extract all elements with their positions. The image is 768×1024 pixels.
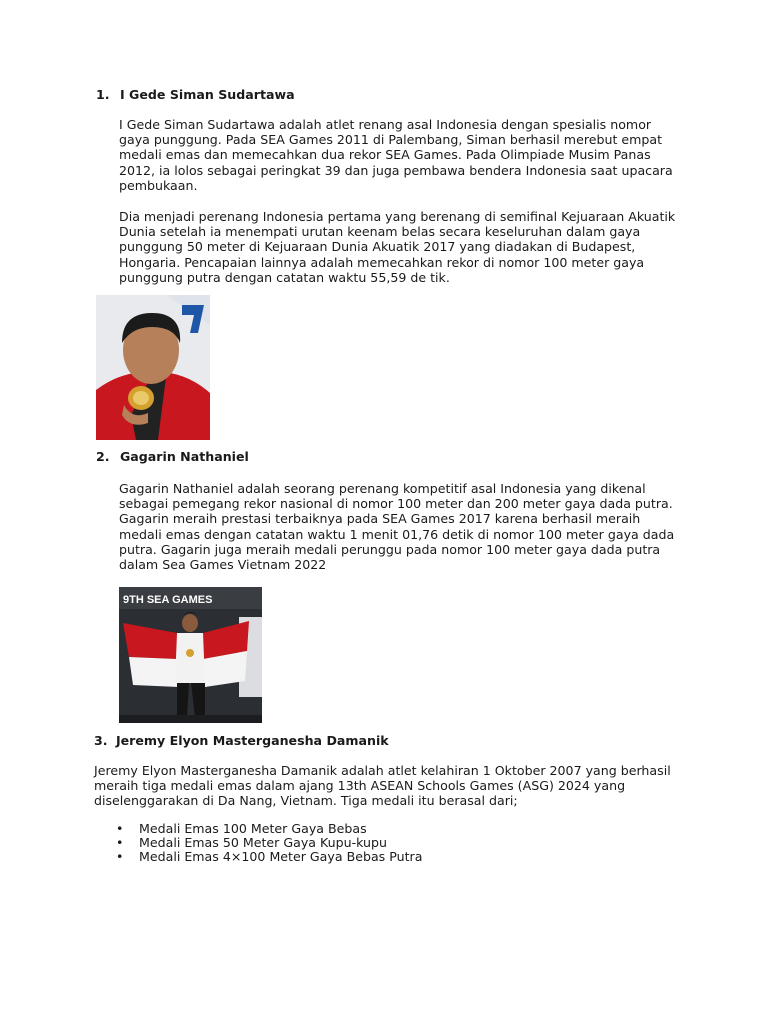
section-3-heading (94, 733, 389, 748)
section-1-number: 1. (96, 87, 110, 102)
section-1-title: I Gede Siman Sudartawa (119, 87, 295, 102)
list-item-text: Medali Emas 100 Meter Gaya Bebas (139, 821, 367, 836)
athlete-biting-medal-photo (96, 295, 210, 440)
section-3-title: Jeremy Elyon Masterganesha Damanik (115, 733, 389, 748)
section-1-heading (96, 87, 295, 102)
section-2-number: 2. (96, 449, 110, 464)
list-item (94, 849, 594, 863)
section-3-paragraph-1: Jeremy Elyon Masterganesha Damanik adalah atlet kelahiran 1 Oktober 2007 yang berhasil meraih tiga medali emas dalam ajang 13th ASEAN Schools Games (ASG) 2024 yang diselenggarakan di Da Nang, Vietnam. Tiga medali itu berasal dari; (94, 763, 671, 809)
list-item (94, 835, 594, 849)
section-1-paragraph-2: Dia menjadi perenang Indonesia pertama yang berenang di semifinal Kejuaraan Akuatik Dunia setelah ia menempati urutan keenam belas secara keseluruhan dalam gaya punggung 50 meter di Kejuaraan Dunia Akuatik 2017 yang diadakan di Budapest, Hongaria. Pencapaian lainnya adalah memecahkan rekor di nomor 100 meter gaya punggung putra dengan catatan waktu 55,59 de tik. (119, 209, 676, 285)
list-item-text: Medali Emas 50 Meter Gaya Kupu-kupu (139, 835, 387, 851)
section-1-paragraph-1: I Gede Siman Sudartawa adalah atlet renang asal Indonesia dengan spesialis nomor gaya punggung. Pada SEA Games 2011 di Palembang, Siman berhasil merebut empat medali emas dan memecahkan dua rekor SEA Games. Pada Olimpiade Musim Panas 2012, ia lolos sebagai peringkat 39 dan juga pembawa bendera Indonesia saat upacara pembukaan. (119, 117, 673, 193)
section-3-number: 3. (94, 733, 108, 748)
bullet-icon: • (116, 821, 124, 836)
list-item (94, 821, 594, 835)
section-2-title: Gagarin Nathaniel (119, 449, 249, 464)
athlete-with-flag-photo (119, 587, 262, 723)
bullet-icon: • (116, 849, 124, 865)
medal-list (94, 821, 594, 864)
list-item-text: Medali Emas 4×100 Meter Gaya Bebas Putra (139, 849, 423, 865)
bullet-icon: • (116, 835, 124, 851)
section-2-paragraph-1: Gagarin Nathaniel adalah seorang perenang kompetitif asal Indonesia yang dikenal sebagai pemegang rekor nasional di nomor 100 meter dan 200 meter gaya dada putra. Gagarin meraih prestasi terbaiknya pada SEA Games 2017 karena berhasil meraih medali emas dengan catatan waktu 1 menit 01,76 detik di nomor 100 meter gaya dada putra. Gagarin juga meraih medali perunggu pada nomor 100 meter gaya dada putra dalam Sea Games Vietnam 2022 (119, 481, 675, 573)
section-2-heading (96, 449, 249, 464)
photo-caption: 9TH SEA GAMES (123, 594, 213, 606)
